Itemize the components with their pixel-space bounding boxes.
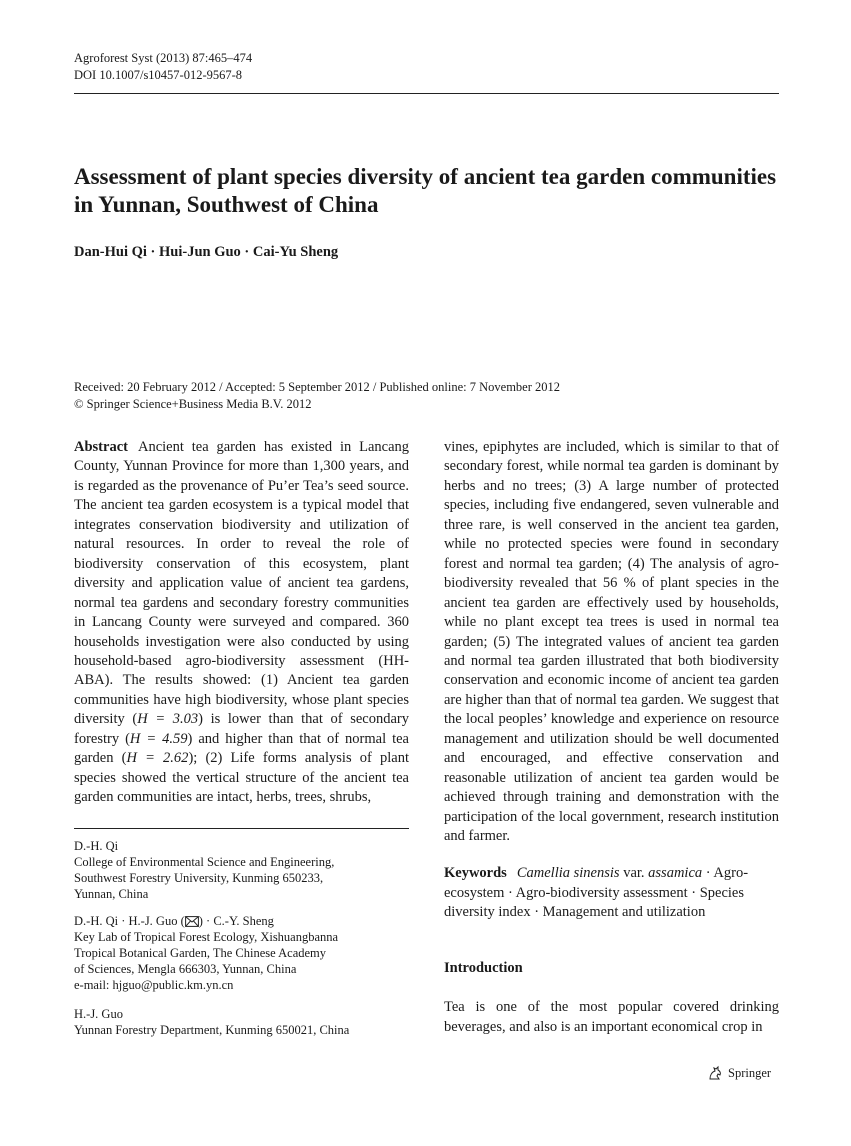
keyword-variety: assamica <box>648 865 703 881</box>
keywords <box>444 864 779 923</box>
affiliation-2 <box>74 913 409 993</box>
affiliation-line: of Sciences, Mengla 666303, Yunnan, China <box>74 962 297 976</box>
affiliation-names <box>74 913 409 929</box>
keywords-rest: · Agro-ecosystem · Agro-biodiversity assessment · Species diversity index · Management and utilization <box>444 865 749 920</box>
corresponding-email[interactable]: e-mail: hjguo@public.km.yn.cn <box>74 978 234 992</box>
affiliation-name-part: D.-H. Qi · H.-J. Guo ( <box>74 914 185 928</box>
publication-dates <box>74 379 560 413</box>
introduction-text: Tea is one of the most popular covered drinking beverages, and also is an important economical crop in <box>444 999 779 1035</box>
authors: Dan-Hui Qi · Hui-Jun Guo · Cai-Yu Sheng <box>74 244 339 260</box>
affiliation-line: Key Lab of Tropical Forest Ecology, Xishuangbanna <box>74 930 339 944</box>
abstract-left-column <box>74 438 409 808</box>
keyword-species: Camellia sinensis <box>516 865 620 881</box>
abstract-text-1: Ancient tea garden has existed in Lancang County, Yunnan Province for more than 1,300 years, and is regarded as the provenance of Pu’er Tea’s seed source. The ancient tea garden ecosystem is a typical model that integrates conservation biodiversity and utilization of natural resources. In order to reveal the role of biodiversity conservation of this ecosystem, plant diversity and application value of ancient tea gardens, normal tea gardens and secondary forestry communities in Lancang County were surveyed and compared. 360 households investigation were also conducted by using household-based agro-biodiversity assessment (HH-ABA). The results showed: (1) Ancient tea garden communities have high biodiversity, whose plant species diversity ( <box>74 439 409 728</box>
received-accepted-published: Received: 20 February 2012 / Accepted: 5 September 2012 / Published online: 7 November 2012 <box>74 380 561 394</box>
affiliation-line: Yunnan, China <box>74 887 149 901</box>
abstract-right-column: vines, epiphytes are included, which is similar to that of secondary forest, while normal tea garden is dominant by herbs and no trees; (3) A large number of protected species, including five endangered, seven vulnerable and three rare, is well conserved in the ancient tea garden, while no protected species were found in secondary forest and normal tea garden; (4) The analysis of agro-biodiversity revealed that 56 % of plant species in the ancient tea garden are effectively used by households, while no plant except tea trees is used in normal tea garden; (5) The integrated values of ancient tea garden and normal tea garden illustrated that both biodiversity conservation and economic income of ancient tea garden are higher than that of normal tea garden. We suggest that the local peoples’ knowledge and experience on resource management and utilization should be well documented and encouraged, and effective conservation and reasonable utilization of ancient tea garden would be achieved through training and demonstration with the participation of the local government, research institution and farmer. <box>444 439 779 845</box>
diversity-value-normal: H = 2.62 <box>126 750 189 767</box>
keyword-var: var. <box>619 865 649 881</box>
affiliation-name: D.-H. Qi <box>74 839 119 853</box>
publisher-footer <box>707 1065 771 1081</box>
envelope-icon <box>185 916 199 927</box>
abstract-text-3: ) and higher than that of normal tea garden ( <box>74 730 409 767</box>
copyright: © Springer Science+Business Media B.V. 2012 <box>74 397 312 411</box>
affiliation-1 <box>74 838 409 902</box>
affiliation-line: College of Environmental Science and Engineering, <box>74 855 335 869</box>
diversity-value-ancient: H = 3.03 <box>137 711 199 728</box>
header-rule <box>74 93 779 94</box>
affiliation-line: Yunnan Forestry Department, Kunming 650021, China <box>74 1023 350 1037</box>
springer-horse-icon <box>707 1065 723 1081</box>
affiliation-line: Tropical Botanical Garden, The Chinese Academy <box>74 946 327 960</box>
affiliation-line: Southwest Forestry University, Kunming 650233, <box>74 871 324 885</box>
diversity-value-secondary: H = 4.59 <box>129 730 188 747</box>
paper-title: Assessment of plant species diversity of ancient tea garden communities in Yunnan, Southwest of China <box>74 164 777 217</box>
journal-citation: Agroforest Syst (2013) 87:465–474 <box>74 51 253 65</box>
footnote-rule <box>74 828 409 829</box>
abstract-label: Abstract <box>74 439 128 455</box>
keywords-label: Keywords <box>444 865 507 881</box>
affiliation-name-part: ) · C.-Y. Sheng <box>198 914 274 928</box>
journal-header <box>74 50 252 84</box>
abstract-text-2: ) is lower than that of secondary forestry ( <box>74 711 409 747</box>
section-heading-introduction: Introduction <box>444 960 523 976</box>
doi[interactable]: DOI 10.1007/s10457-012-9567-8 <box>74 68 243 82</box>
affiliation-name: H.-J. Guo <box>74 1007 123 1021</box>
publisher-name: Springer <box>728 1065 772 1080</box>
abstract-text-4: ); (2) Life forms analysis of plant species showed the vertical structure of the ancient tea garden communities are intact, herbs, trees, shrubs, <box>74 750 409 806</box>
affiliation-3 <box>74 1006 409 1038</box>
